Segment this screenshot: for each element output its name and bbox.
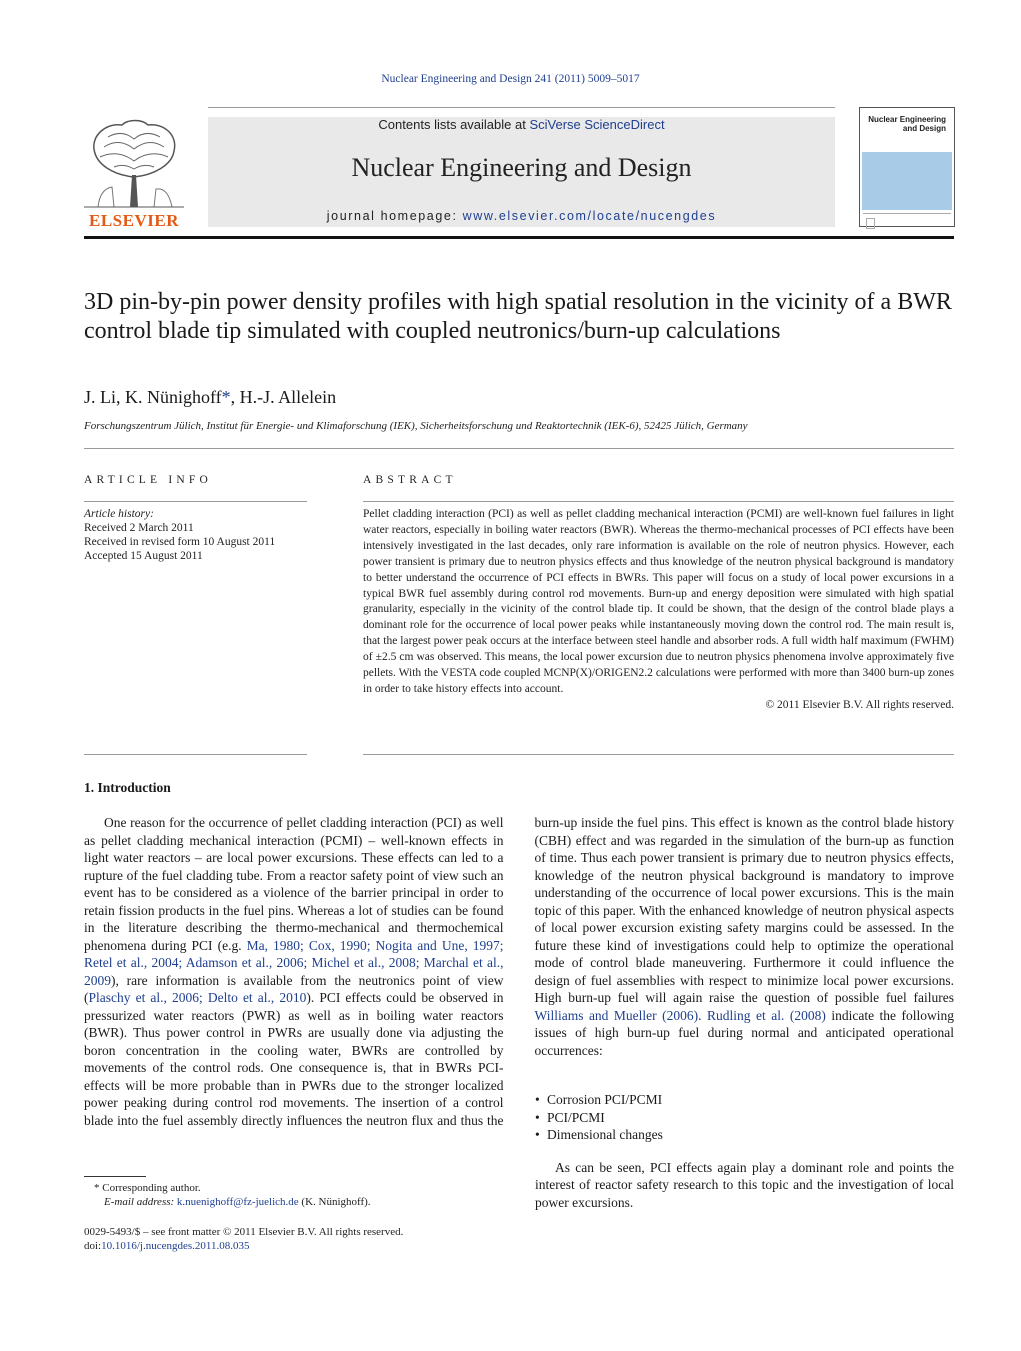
reference-separator: . — [698, 1007, 708, 1023]
header-top-rule — [208, 107, 835, 108]
intro-bullets-block — [535, 1091, 954, 1211]
journal-banner — [208, 117, 835, 227]
abstract-bottom-rule — [363, 754, 954, 755]
intro-p1-d: indicate the following issues of high burn-up fuel during normal and anticipated operational occurrences: — [534, 1007, 955, 1058]
doi-link[interactable]: 10.1016/j.nucengdes.2011.08.035 — [101, 1240, 250, 1252]
elsevier-wordmark: ELSEVIER — [89, 211, 179, 230]
cover-title — [866, 115, 946, 133]
cover-title-line-1: Nuclear Engineering — [868, 115, 946, 124]
high-burnup-issues-list — [535, 1091, 954, 1144]
list-item: • Dimensional changes — [535, 1126, 954, 1144]
abstract-heading: ABSTRACT — [363, 474, 457, 486]
authors-rest: , H.-J. Allelein — [230, 387, 337, 407]
intro-p1-a: One reason for the occurrence of pellet cladding interaction (PCI) as well as pellet cladding mechanical interaction (PCMI) – well-known effects in light water reactors – are local power excursions. These effects can led to a rupture of the fuel cladding tube. From a reactor safety point of view such an event has to be considered as a violence of the barrier principal in order to retain fission products in the fuel pins. Whereas a lot of studies can be found in the literature describing the thermo-mechanical and thermochemical phenomena during PCI (e.g. — [84, 815, 504, 953]
reference-williams-mueller[interactable]: Williams and Mueller (2006) — [534, 1007, 699, 1023]
doi-label: doi: — [84, 1240, 102, 1252]
email-author-name: (K. Nünighoff). — [298, 1196, 371, 1208]
reference-rudling[interactable]: Rudling et al. (2008) — [707, 1007, 826, 1023]
journal-homepage-line — [208, 209, 835, 223]
journal-citation-text[interactable]: Nuclear Engineering and Design 241 (2011) 5009–5017 — [381, 73, 640, 85]
references-link-group-1[interactable]: Ma, 1980; Cox, 1990; Nogita and Une, 1997; Retel et al., 2004; Adamson et al., 2006; Michel et al., 2008; Marchal et al., 2009 — [84, 937, 504, 988]
homepage-prefix: journal homepage: — [326, 209, 463, 223]
intro-paragraph-1 — [84, 814, 954, 1134]
author-affiliation: Forschungszentrum Jülich, Institut für Energie- und Klimaforschung (IEK), Sicherheitsforschung und Reaktortechnik (IEK-6), 52425 Jülich, Germany — [84, 420, 748, 432]
email-note — [84, 1195, 403, 1209]
article-history-label: Article history: — [84, 508, 154, 520]
footnote-corr-text: Corresponding author. — [99, 1182, 201, 1194]
contents-line — [208, 117, 835, 132]
abstract-copyright: © 2011 Elsevier B.V. All rights reserved. — [765, 698, 954, 711]
abstract-body — [363, 507, 954, 714]
references-link-group-2[interactable]: Plaschy et al., 2006; Delto et al., 2010 — [88, 990, 307, 1005]
header-bottom-rule — [84, 236, 954, 239]
accepted-date: Accepted 15 August 2011 — [84, 550, 203, 562]
article-title: 3D pin-by-pin power density profiles with high spatial resolution in the vicinity of a BWR control blade tip simulated with coupled neutronics/burn-up calculations — [84, 289, 952, 344]
article-info-heading: ARTICLE INFO — [84, 474, 212, 486]
sciencedirect-link[interactable]: SciVerse ScienceDirect — [529, 117, 665, 132]
article-history — [84, 507, 275, 563]
list-item: • Corrosion PCI/PCMI — [535, 1091, 954, 1109]
received-date: Received 2 March 2011 — [84, 522, 194, 534]
cover-publisher-icon — [866, 218, 875, 229]
info-bottom-rule — [84, 754, 307, 755]
corresponding-author-marker[interactable]: * — [221, 387, 231, 407]
footnote-block — [84, 1181, 403, 1253]
revised-date: Received in revised form 10 August 2011 — [84, 536, 276, 548]
intro-p1-c: ). PCI effects could be observed in pressurized water reactors (PWR) as well as in boiling water reactors (BWR). Thus power control in PWRs are usually done via adjusting the boron concentration in the cooling water, BWRs are controlled by movements of the control rods. One consequence is, that in BWRs PCI-effects will be more probable than in PWRs due to the stronger localized power peaking during control rod movements. The insertion of a control blade into the fuel assembly directly influences the neutron flux and thus the burn-up inside the fuel pins. This effect is known as the control blade history (CBH) effect and was regarded in the simulation of the burn-up as function of time. Thus each power transient is primary due to neutron physics effects, knowledge of the neutron physical background is mandatory to improve understanding of the occurrence of local power excursions. This is the main topic of this paper. With the enhanced knowledge of neutron physical aspects of local power excursion existing safety margins could be assessed. In the future these kind of investigations could help to optimize the operational mode of control blade maneuvering. Furthermore it could influence the design of fuel assemblies with respect to minimize local power excursions. High burn-up fuel will again raise the question of possible fuel failures — [84, 815, 954, 1128]
introduction-body — [84, 814, 954, 1134]
issn-line: 0029-5493/$ – see front matter © 2011 Elsevier B.V. All rights reserved. — [84, 1226, 404, 1238]
cover-blue-band — [862, 152, 952, 210]
journal-name: Nuclear Engineering and Design — [351, 153, 692, 182]
doi-line — [84, 1239, 403, 1253]
elsevier-tree-icon — [84, 117, 184, 209]
journal-homepage-link[interactable]: www.elsevier.com/locate/nucengdes — [462, 209, 717, 223]
cover-title-line-2: and Design — [902, 124, 946, 133]
footnote-rule — [84, 1176, 146, 1177]
cover-footer — [863, 213, 951, 224]
affiliation-rule — [84, 448, 954, 449]
intro-paragraph-2: As can be seen, PCI effects again play a dominant role and points the interest of reactor safety research to this topic and the investigation of local power excursions. — [535, 1159, 954, 1210]
journal-cover-thumbnail[interactable] — [859, 107, 955, 227]
author-email-link[interactable]: k.nuenighoff@fz-juelich.de — [176, 1196, 299, 1208]
author-list — [84, 387, 336, 408]
corresponding-author-note — [84, 1181, 403, 1195]
footnote-star: * — [94, 1182, 100, 1194]
article-info-rule — [84, 501, 307, 502]
journal-citation[interactable] — [0, 73, 1021, 85]
contents-prefix: Contents lists available at — [378, 117, 530, 132]
intro-p1-b: ), rare information is available from the neutronics point of view ( — [84, 972, 504, 1005]
list-item: • PCI/PCMI — [535, 1109, 954, 1127]
email-label: E-mail address: — [104, 1196, 177, 1208]
introduction-heading: 1. Introduction — [84, 780, 171, 795]
abstract-rule — [363, 501, 954, 502]
authors-first: J. Li, K. Nünighoff — [84, 387, 222, 407]
abstract-text: Pellet cladding interaction (PCI) as well as pellet cladding mechanical interaction (PCMI) are well-known fuel failures in light water reactors, especially in boiling water reactors (BWR). Whereas the thermo-mechanical processes of PCI effects have been intensively investigated in the last decades, only rare information is available on the role of neutron physics. However, each power transient is primary due to neutron physics effects and thus knowledge of the neutron physical background is mandatory to better understand the occurrence of PCI effects in BWRs. This paper will focus on a study of local power excursions in a typical BWR fuel assembly during control rod movements. Burn-up and energy deposition were simulated with high spatial granularity, especially in the vicinity of the control blade tip. It could be shown, that the design of the control blade plays a dominant role for the occurrence of local power peaks while instantaneously moving down the control rod. The main result is, that the largest power peak occurs at the interface between steel handle and absorber rods. A full width half maximum (FWHM) of ±2.5 cm was observed. This means, the local power excursion due to neutron physics phenomena involve approximately five pellets. With the VESTA code coupled MCNP(X)/ORIGEN2.2 calculations were performed with more than 3400 burn-up zones in order to take history effects into account. — [363, 508, 954, 695]
elsevier-logo[interactable] — [84, 117, 184, 229]
